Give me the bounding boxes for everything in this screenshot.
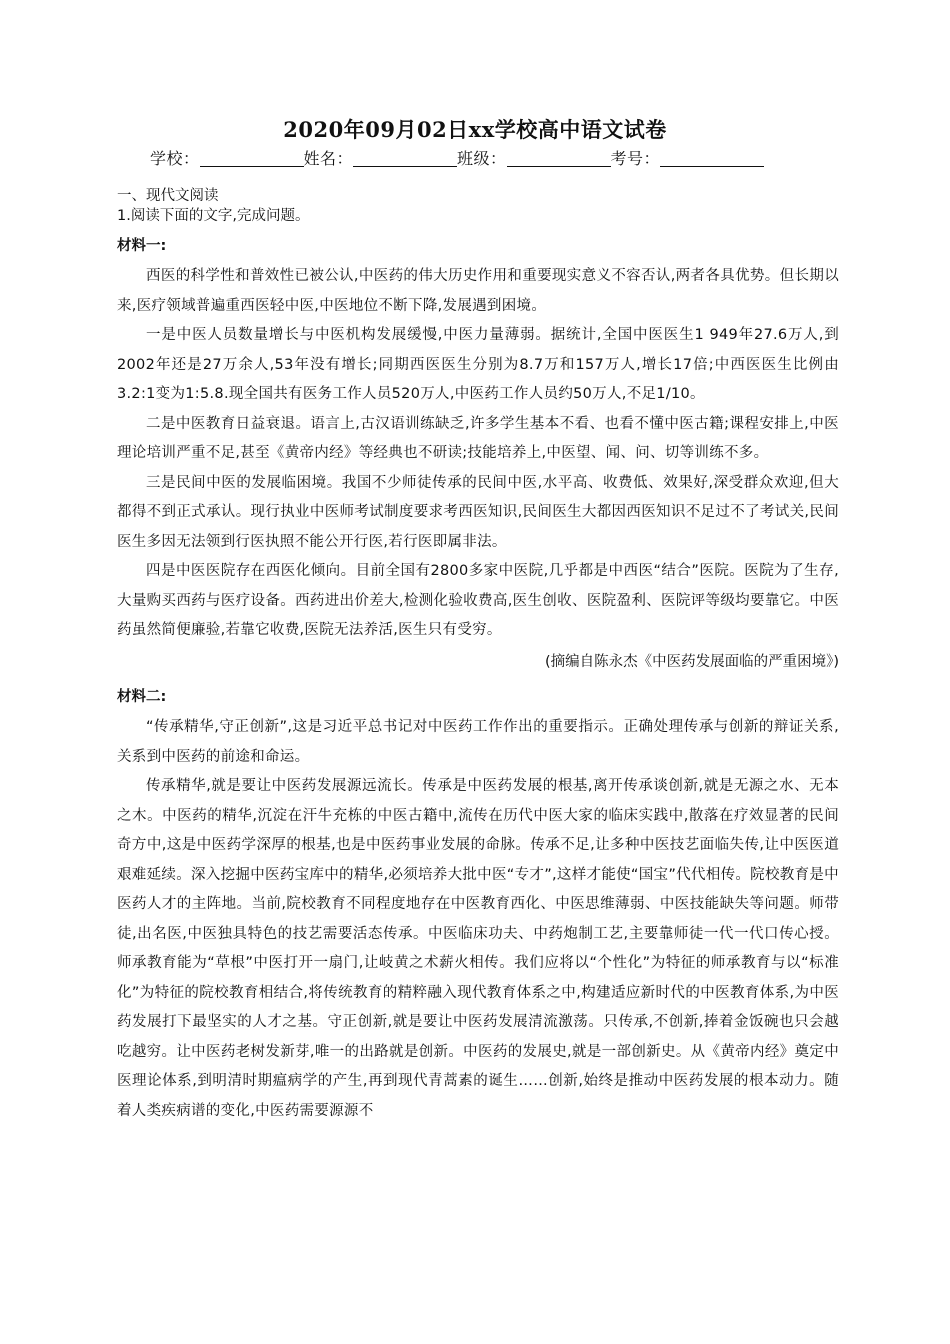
material-one-paragraph: 西医的科学性和普效性已被公认,中医药的伟大历史作用和重要现实意义不容否认,两者各具优势。但长期以来,医疗领域普遍重西医轻中医,中医地位不断下降,发展遇到困境。: [117, 268, 839, 314]
material-one-heading: 材料一:: [117, 238, 167, 254]
question-prompt: 1.阅读下面的文字,完成问题。: [117, 208, 310, 224]
exam-no-blank[interactable]: [660, 150, 764, 167]
material-one-paragraph: 一是中医人员数量增长与中医机构发展缓慢,中医力量薄弱。据统计,全国中医医生1 949年27.6万人,到2002年还是27万余人,53年没有增长;同期西医医生分别为8.7万和157万人,增长17倍;中西医医生比例由3.2:1变为1:5.8.现全国共有医务工作人员520万人,中医药工作人员约50万人,不足1/10。: [117, 327, 839, 402]
material-one-paragraph: 三是民间中医的发展临困境。我国不少师徒传承的民间中医,水平高、收费低、效果好,深受群众欢迎,但大都得不到正式承认。现行执业中医师考试制度要求考西医知识,民间医生大都因西医知识不足过不了考试关,民间医生多因无法领到行医执照不能公开行医,若行医即属非法。: [117, 474, 839, 550]
material-two-paragraph: “传承精华,守正创新”,这是习近平总书记对中医药工作作出的重要指示。正确处理传承与创新的辩证关系,关系到中医药的前途和命运。: [117, 719, 839, 765]
school-blank[interactable]: [200, 150, 304, 167]
name-blank[interactable]: [353, 150, 457, 167]
material-one-source: (摘编自陈永杰《中医药发展面临的严重困境》): [544, 653, 839, 670]
student-info-line: [150, 146, 830, 169]
material-one-paragraph: 四是中医医院存在西医化倾向。目前全国有2800多家中医院,几乎都是中西医“结合”医院。医院为了生存,大量购买西药与医疗设备。西药进出价差大,检测化验收费高,医生创收、医院盈利、医院评等级均要靠它。中医药虽然简便廉验,若靠它收费,医院无法养活,医生只有受穷。: [117, 563, 839, 638]
material-two-heading: 材料二:: [117, 689, 167, 705]
exam-no-label: 考号：: [610, 149, 661, 168]
exam-title: 2020年09月02日xx学校高中语文试卷: [283, 117, 667, 142]
section-title: 一、现代文阅读: [117, 188, 219, 204]
class-label: 班级：: [457, 149, 507, 168]
material-one-paragraph: 二是中医教育日益衰退。语言上,古汉语训练缺乏,许多学生基本不看、也看不懂中医古籍;课程安排上,中医理论培训严重不足,甚至《黄帝内经》等经典也不研读;技能培养上,中医望、闻、问、切等训练不多。: [117, 415, 839, 461]
name-label: 姓名：: [303, 149, 354, 168]
school-label: 学校：: [150, 149, 200, 168]
material-two-paragraph: 传承精华,就是要让中医药发展源远流长。传承是中医药发展的根基,离开传承谈创新,就是无源之水、无本之木。中医药的精华,沉淀在汗牛充栋的中医古籍中,流传在历代中医大家的临床实践中,散落在疗效显著的民间奇方中,这是中医药学深厚的根基,也是中医药事业发展的命脉。传承不足,让多种中医技艺面临失传,让中医医道艰难延续。深入挖掘中医药宝库中的精华,必须培养大批中医“专才”,这样才能使“国宝”代代相传。院校教育是中医药人才的主阵地。当前,院校教育不同程度地存在中医教育西化、中医思维薄弱、中医技能缺失等问题。师带徒,出名医,中医独具特色的技艺需要活态传承。中医临床功夫、中药炮制工艺,主要靠师徒一代一代口传心授。师承教育能为“草根”中医打开一扇门,让岐黄之术薪火相传。我们应将以“个性化”为特征的师承教育与以“标准化”为特征的院校教育相结合,将传统教育的精粹融入现代教育体系之中,构建适应新时代的中医教育体系,为中医药发展打下最坚实的人才之基。守正创新,就是要让中医药发展清流激荡。只传承,不创新,捧着金饭碗也只会越吃越穷。让中医药老树发新芽,唯一的出路就是创新。中医药的发展史,就是一部创新史。从《黄帝内经》奠定中医理论体系,到明清时期瘟病学的产生,再到现代青蒿素的诞生……创新,始终是推动中医药发展的根本动力。随着人类疾病谱的变化,中医药需要源源不: [117, 778, 839, 1119]
exam-content: [117, 186, 839, 1126]
class-blank[interactable]: [507, 150, 611, 167]
